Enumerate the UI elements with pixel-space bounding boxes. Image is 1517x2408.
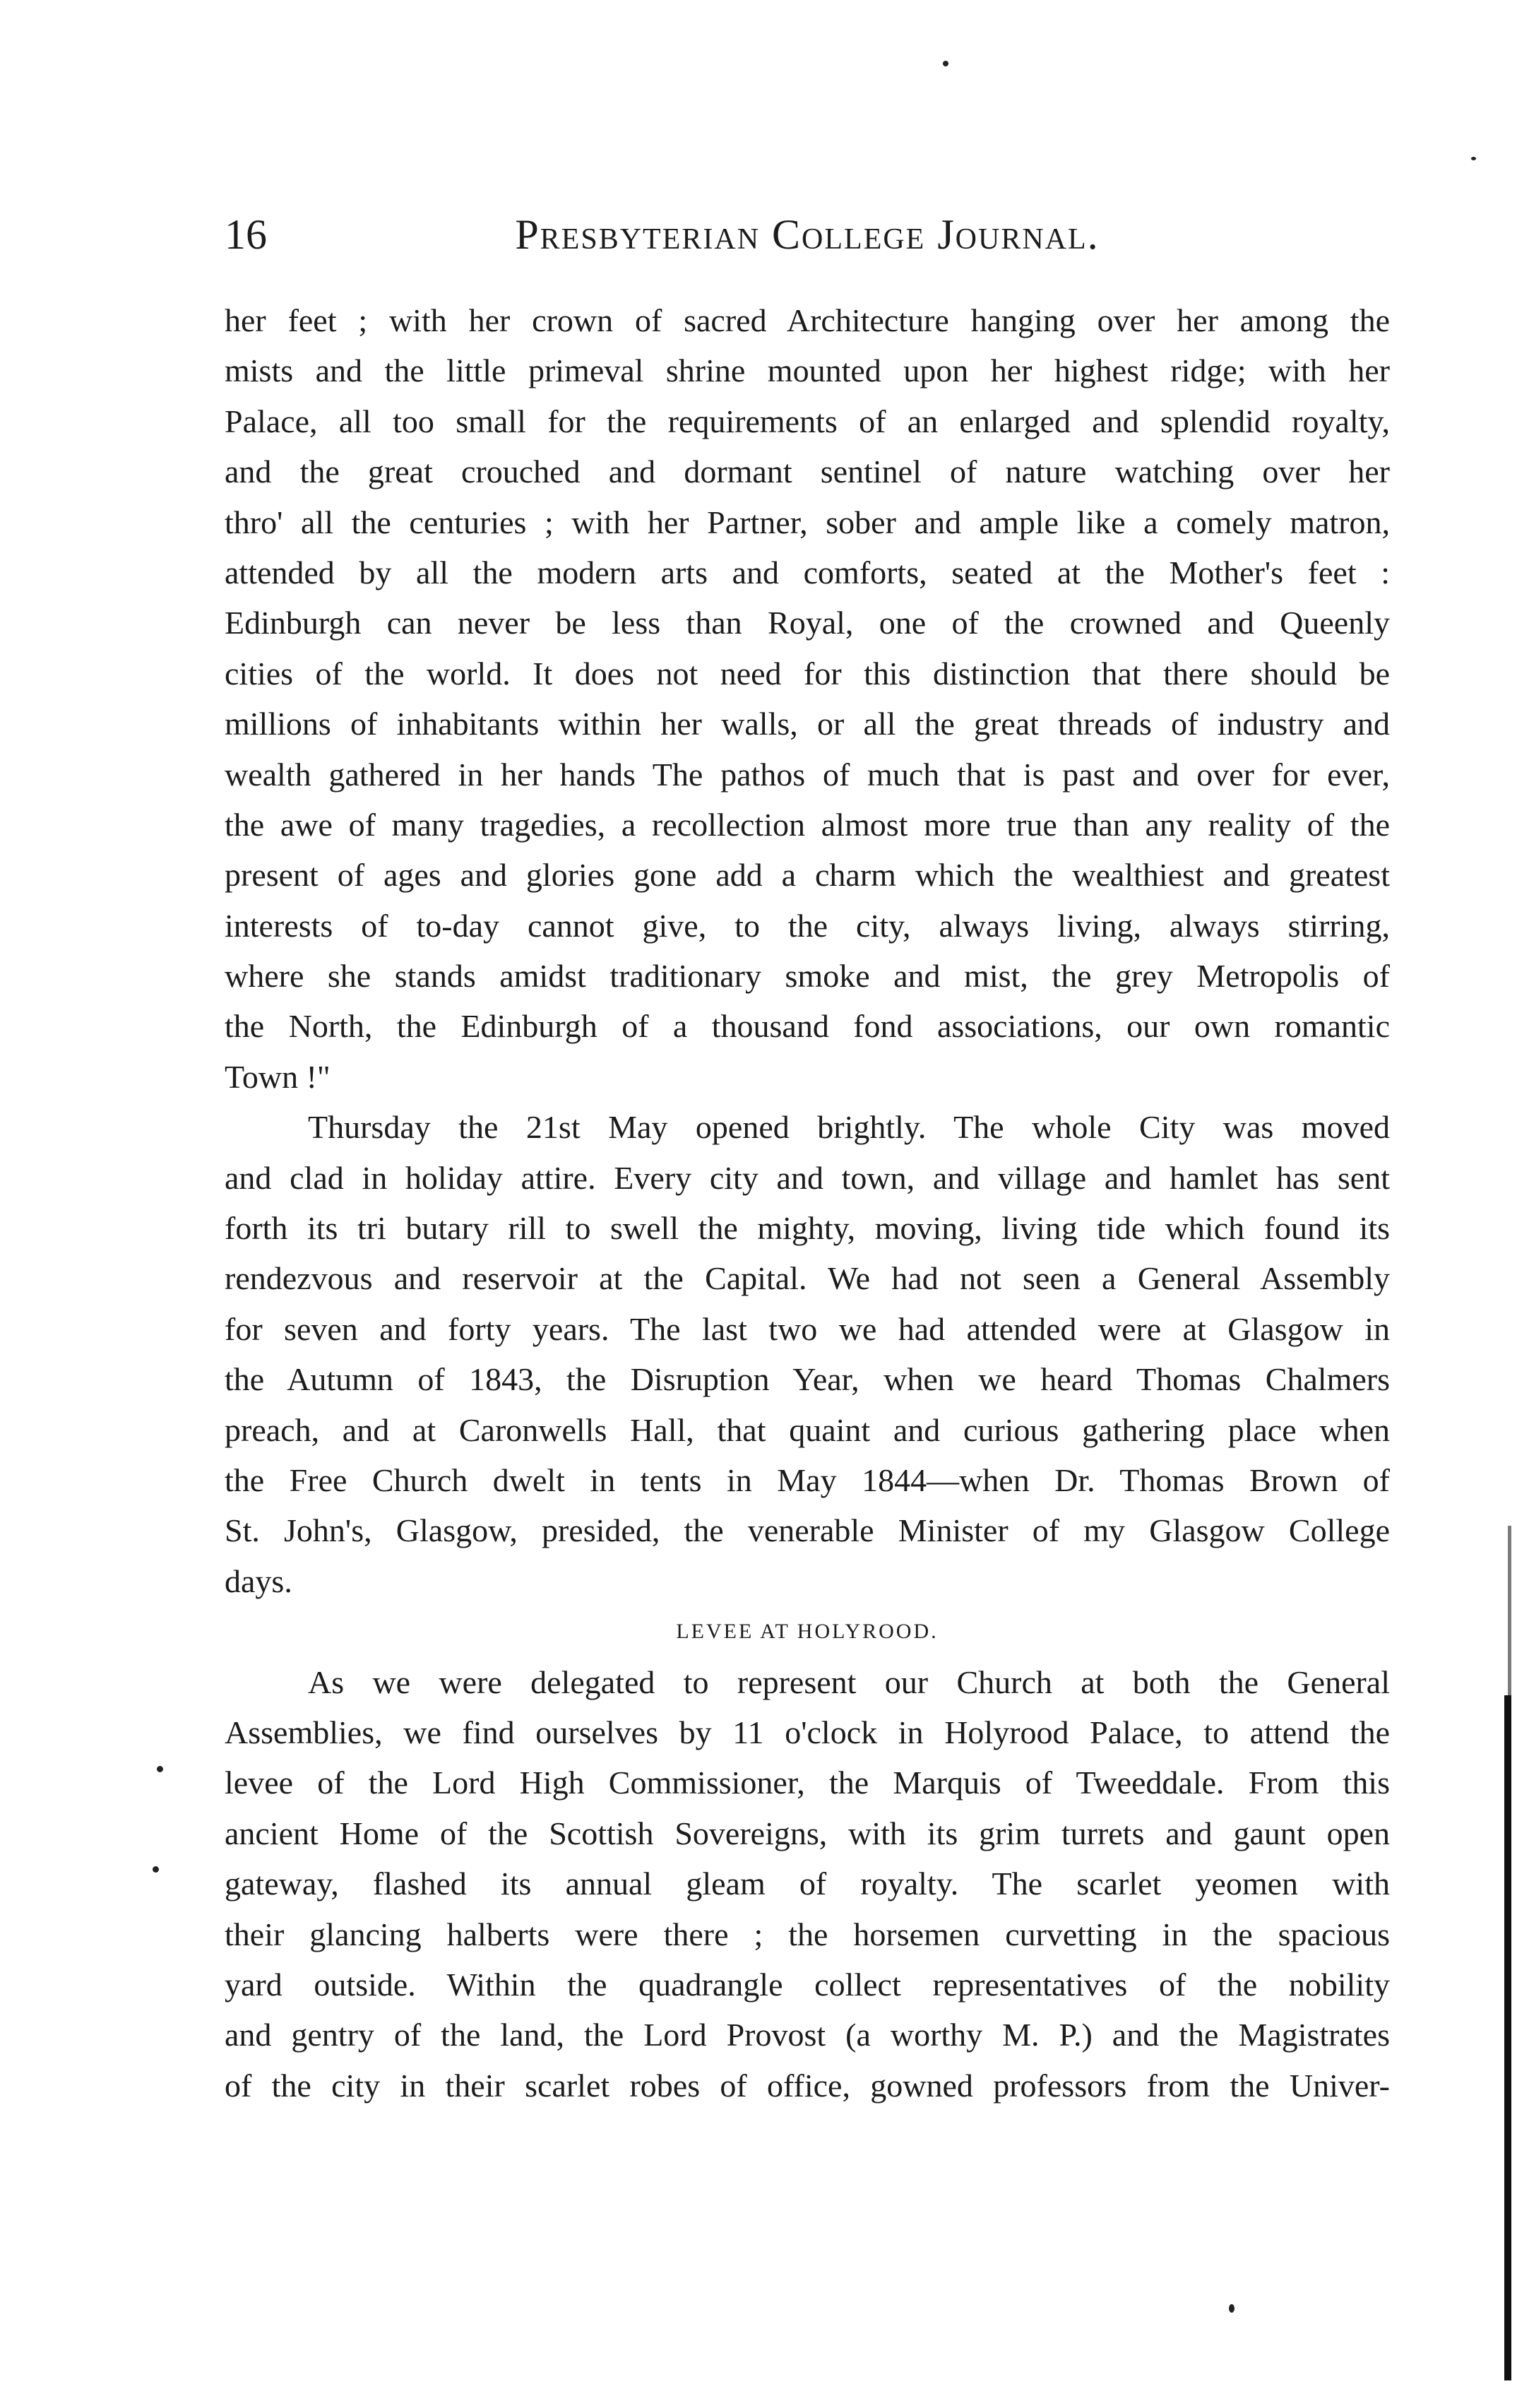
text-line: forth its tri butary rill to swell the mighty, moving, living tide which found its	[225, 1210, 1390, 1247]
text-line: attended by all the modern arts and comforts, seated at the Mother's feet :	[225, 554, 1390, 591]
text-line: mists and the little primeval shrine mounted upon her highest ridge; with her	[225, 352, 1390, 389]
text-line: gateway, flashed its annual gleam of royalty. The scarlet yeomen with	[225, 1866, 1390, 1902]
text-line: millions of inhabitants within her walls, or all the great threads of industry and	[225, 706, 1390, 742]
scan-speck	[153, 1866, 159, 1873]
text-line: Town !"	[225, 1058, 331, 1095]
text-line: wealth gathered in her hands The pathos of much that is past and over for ever,	[225, 756, 1390, 793]
running-head	[225, 206, 1390, 263]
text-line: rendezvous and reservoir at the Capital. We had not seen a General Assembly	[225, 1260, 1390, 1297]
text-line: the North, the Edinburgh of a thousand fond associations, our own romantic	[225, 1008, 1390, 1045]
text-line: As we were delegated to represent our Church at both the General	[308, 1663, 1390, 1700]
text-line: St. John's, Glasgow, presided, the venerable Minister of my Glasgow College	[225, 1512, 1390, 1549]
text-line: where she stands amidst traditionary smoke and mist, the grey Metropolis of	[225, 958, 1390, 995]
journal-title: Presbyterian College Journal.	[515, 211, 1100, 258]
page-number: 16	[225, 211, 267, 258]
text-line: Edinburgh can never be less than Royal, one of the crowned and Queenly	[225, 605, 1390, 641]
text-line: Thursday the 21st May opened brightly. The whole City was moved	[308, 1109, 1390, 1146]
scan-speck	[943, 61, 948, 66]
text-line: the Autumn of 1843, the Disruption Year, when we heard Thomas Chalmers	[225, 1361, 1390, 1398]
text-line: yard outside. Within the quadrangle collect representatives of the nobility	[225, 1966, 1390, 2003]
scan-speck	[1471, 157, 1476, 160]
text-line: preach, and at Caronwells Hall, that quaint and curious gathering place when	[225, 1411, 1390, 1448]
text-line: cities of the world. It does not need for this distinction that there should be	[225, 655, 1390, 692]
section-heading: LEVEE AT HOLYROOD.	[676, 1620, 939, 1644]
text-line: present of ages and glories gone add a charm which the wealthiest and greatest	[225, 857, 1390, 894]
text-line: ancient Home of the Scottish Sovereigns, with its grim turrets and gaunt open	[225, 1815, 1390, 1851]
text-line: days.	[225, 1562, 292, 1599]
text-line: her feet ; with her crown of sacred Architecture hanging over her among the	[225, 302, 1390, 338]
text-line: the Free Church dwelt in tents in May 1844—when Dr. Thomas Brown of	[225, 1461, 1390, 1498]
binding-edge-shadow-upper	[1508, 1526, 1511, 1695]
text-line: and gentry of the land, the Lord Provost (a worthy M. P.) and the Magistrates	[225, 2017, 1390, 2053]
text-line: and the great crouched and dormant sentinel of nature watching over her	[225, 453, 1390, 490]
text-line: of the city in their scarlet robes of office, gowned professors from the Univer-	[225, 2067, 1390, 2104]
text-line: thro' all the centuries ; with her Partner, sober and ample like a comely matron,	[225, 504, 1390, 540]
text-line: Palace, all too small for the requirements of an enlarged and splendid royalty,	[225, 403, 1390, 439]
text-line: for seven and forty years. The last two we had attended were at Glasgow in	[225, 1310, 1390, 1347]
text-line: the awe of many tragedies, a recollection almost more true than any reality of the	[225, 806, 1390, 843]
scan-speck	[157, 1766, 163, 1772]
article-body	[225, 295, 1390, 2111]
binding-edge-shadow	[1504, 1695, 1511, 2380]
text-line: Assemblies, we find ourselves by 11 o'clock in Holyrood Palace, to attend the	[225, 1714, 1390, 1750]
scan-speck	[1229, 2304, 1235, 2313]
text-line: and clad in holiday attire. Every city and town, and village and hamlet has sent	[225, 1159, 1390, 1196]
text-line: levee of the Lord High Commissioner, the Marquis of Tweeddale. From this	[225, 1765, 1390, 1801]
text-line: their glancing halberts were there ; the horsemen curvetting in the spacious	[225, 1916, 1390, 1952]
text-line: interests of to-day cannot give, to the city, always living, always stirring,	[225, 907, 1390, 944]
